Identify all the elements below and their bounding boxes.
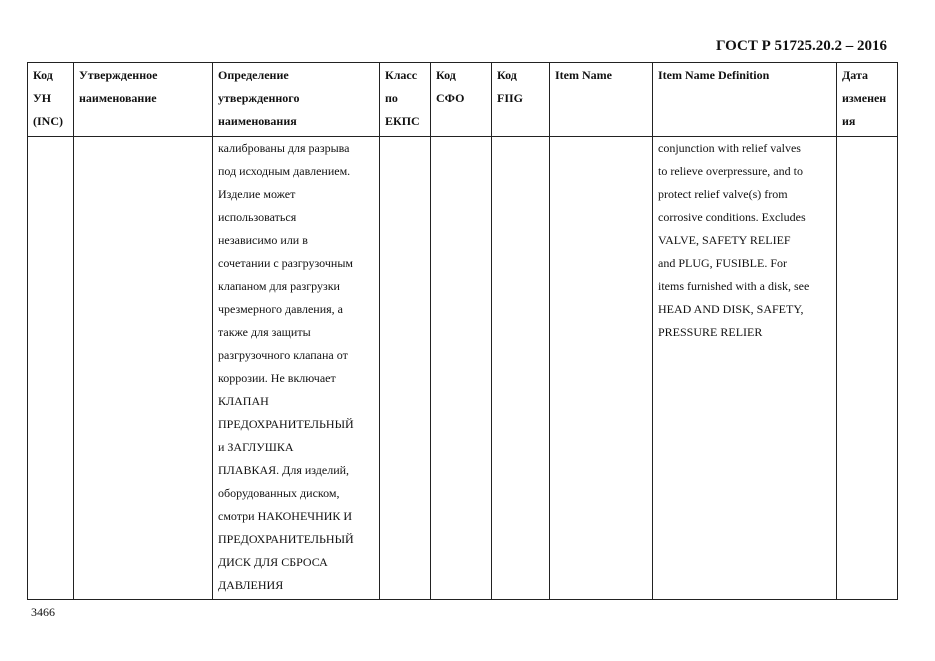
column-header-definition: Определение утвержденного наименования	[213, 63, 380, 137]
column-header-sfo-code: Код СФО	[431, 63, 492, 137]
cell-ekps-class	[380, 137, 431, 600]
cell-item-name-definition: conjunction with relief valves to relieve overpressure, and to protect relief valve(s) from corrosive conditions. Excludes VALVE, SAFETY RELIEF and PLUG, FUSIBLE. For items furnished with a disk, see HEAD AND DISK, SAFETY, PRESSURE RELIER	[653, 137, 837, 600]
standard-code: ГОСТ Р 51725.20.2 – 2016	[715, 38, 887, 54]
cell-definition-ru: калиброваны для разрыва под исходным давлением. Изделие может использоваться независимо или в сочетании с разгрузочным клапаном для разгрузки чрезмерного давления, а также для защиты разгрузочного клапана от коррозии. Не включает КЛАПАН ПРЕДОХРАНИТЕЛЬНЫЙ и ЗАГЛУШКА ПЛАВКАЯ. Для изделий, оборудованных диском, смотри НАКОНЕЧНИК И ПРЕДОХРАНИТЕЛЬНЫЙ ДИСК ДЛЯ СБРОСА ДАВЛЕНИЯ	[213, 137, 380, 600]
cell-change-date	[837, 137, 898, 600]
column-header-inc: Код УН (INC)	[28, 63, 74, 137]
column-header-ekps-class: Класс по ЕКПС	[380, 63, 431, 137]
cell-fiig-code	[492, 137, 550, 600]
column-header-approved-name: Утвержденное наименование	[74, 63, 213, 137]
cell-inc-code	[28, 137, 74, 600]
table-row	[28, 137, 898, 600]
cell-approved-name	[74, 137, 213, 600]
page-number: 3466	[31, 605, 55, 619]
item-name-table	[27, 62, 898, 600]
column-header-change-date: Дата изменен ия	[837, 63, 898, 137]
column-header-item-name-definition: Item Name Definition	[653, 63, 837, 137]
column-header-item-name: Item Name	[550, 63, 653, 137]
cell-sfo-code	[431, 137, 492, 600]
cell-item-name	[550, 137, 653, 600]
column-header-fiig-code: Код FIIG	[492, 63, 550, 137]
table-header-row	[28, 63, 898, 137]
